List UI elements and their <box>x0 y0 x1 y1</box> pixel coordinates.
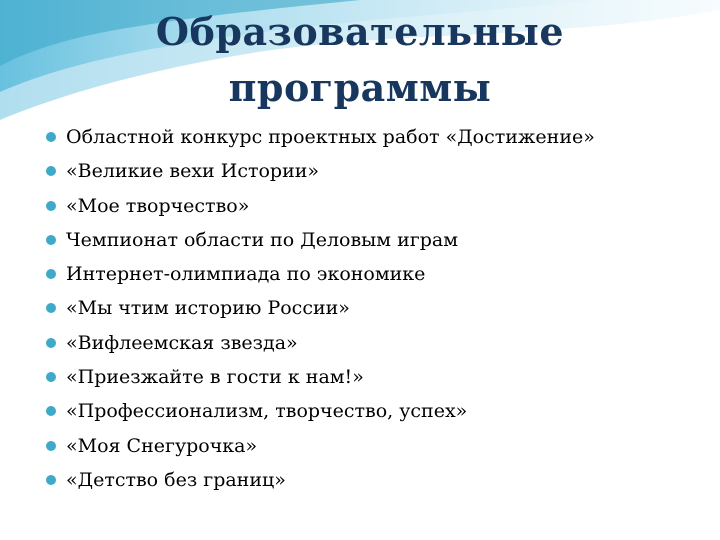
bullet-dot-icon <box>46 132 56 142</box>
title-line-1: Образовательные <box>155 9 565 54</box>
list-item-text: Чемпионат области по Деловым играм <box>66 228 459 251</box>
list-item-text: Областной конкурс проектных работ «Достижение» <box>66 126 595 148</box>
list-item <box>46 394 686 428</box>
bullet-dot-icon <box>46 303 56 313</box>
list-item-text: «Приезжайте в гости к нам!» <box>66 366 364 389</box>
list-item-text: «Мое творчество» <box>66 194 250 217</box>
bullet-dot-icon <box>46 235 56 245</box>
bullet-dot-icon <box>46 441 56 451</box>
list-item <box>46 429 686 463</box>
list-item <box>46 257 686 291</box>
list-item <box>46 463 686 497</box>
list-item-text: «Великие вехи Истории» <box>66 160 320 183</box>
list-item-text: «Моя Снегурочка» <box>66 434 258 457</box>
list-item <box>46 189 686 223</box>
list-item <box>46 291 686 325</box>
bullet-dot-icon <box>46 166 56 176</box>
list-item-text: «Профессионализм, творчество, успех» <box>66 400 468 423</box>
bullet-dot-icon <box>46 475 56 485</box>
bullet-dot-icon <box>46 406 56 416</box>
list-item-text: Интернет-олимпиада по экономике <box>66 263 426 286</box>
list-item <box>46 326 686 360</box>
bullet-dot-icon <box>46 372 56 382</box>
list-item-text: «Мы чтим историю России» <box>66 297 350 320</box>
list-item <box>46 120 686 154</box>
programs-list <box>46 120 686 497</box>
bullet-dot-icon <box>46 269 56 279</box>
slide-title <box>60 4 660 116</box>
bullet-dot-icon <box>46 338 56 348</box>
list-item <box>46 154 686 188</box>
list-item-text: «Детство без границ» <box>66 468 286 491</box>
list-item <box>46 223 686 257</box>
bullet-dot-icon <box>46 201 56 211</box>
list-item <box>46 360 686 394</box>
list-item-text: «Вифлеемская звезда» <box>66 331 298 354</box>
title-line-2: программы <box>228 65 492 110</box>
